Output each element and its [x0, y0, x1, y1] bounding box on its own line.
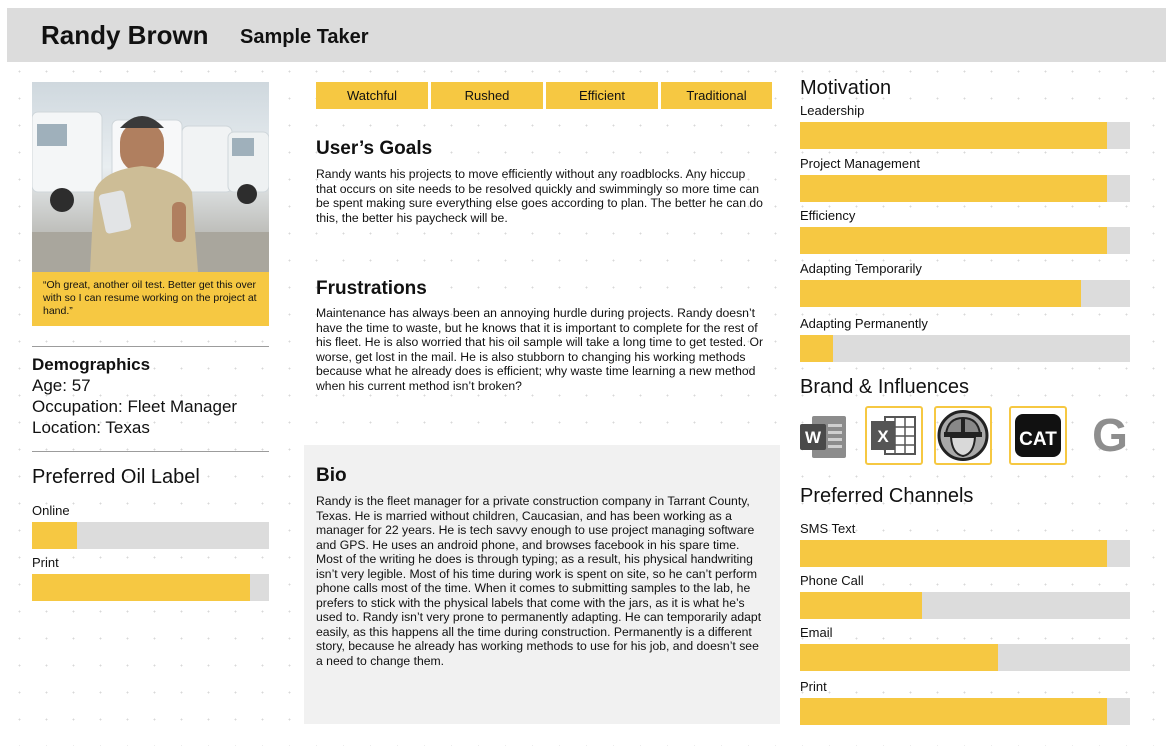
oil-label-online-bar — [32, 522, 269, 549]
bar-fill — [800, 644, 998, 671]
channels-title: Preferred Channels — [800, 485, 974, 507]
goals-title: User’s Goals — [316, 138, 433, 159]
persona-quote: “Oh great, another oil test. Better get this over with so I can resume working on the project at hand.” — [32, 272, 269, 326]
bar-fill — [800, 175, 1107, 202]
motivation-efficiency-label: Efficiency — [800, 208, 856, 223]
motivation-project-management-label: Project Management — [800, 156, 920, 171]
channel-phone-bar — [800, 592, 1130, 619]
oil-label-online-label: Online — [32, 503, 70, 518]
cat-logo — [1009, 406, 1067, 465]
channel-print-label: Print — [800, 679, 827, 694]
bar-fill — [800, 592, 922, 619]
channel-phone-label: Phone Call — [800, 573, 864, 588]
svg-text:W: W — [804, 428, 822, 447]
persona-photo — [32, 82, 269, 272]
motivation-adapting-temporarily-bar — [800, 280, 1130, 307]
persona-role: Sample Taker — [240, 26, 369, 48]
oil-label-print-label: Print — [32, 555, 59, 570]
frustrations-title: Frustrations — [316, 278, 427, 299]
svg-text:G: G — [1092, 409, 1128, 461]
svg-text:X: X — [877, 427, 889, 446]
demographics-occupation: Occupation: Fleet Manager — [32, 397, 238, 416]
hardhat-worker-icon — [934, 406, 992, 465]
oil-label-title: Preferred Oil Label — [32, 466, 200, 488]
motivation-project-management-bar — [800, 175, 1130, 202]
bar-fill — [800, 280, 1081, 307]
channel-sms-label: SMS Text — [800, 521, 856, 536]
channel-email-bar — [800, 644, 1130, 671]
motivation-adapting-temporarily-label: Adapting Temporarily — [800, 261, 922, 276]
channel-sms-bar — [800, 540, 1130, 567]
motivation-efficiency-bar — [800, 227, 1130, 254]
oil-label-print-bar — [32, 574, 269, 601]
bar-fill — [800, 540, 1107, 567]
trait-tag: Watchful — [316, 82, 428, 109]
trait-tag: Rushed — [431, 82, 543, 109]
bio-title: Bio — [316, 465, 347, 486]
word-icon — [798, 406, 856, 465]
motivation-adapting-permanently-label: Adapting Permanently — [800, 316, 928, 331]
channel-print-bar — [800, 698, 1130, 725]
demographics-location: Location: Texas — [32, 418, 150, 437]
goals-text: Randy wants his projects to move efficiently without any roadblocks. Any hiccup that occurs on site needs to be resolved quickly and swimmingly so more time can be spent making sure everything else goes according to plan. The better he can do this, the better his paycheck will be. — [316, 167, 763, 225]
motivation-adapting-permanently-bar — [800, 335, 1130, 362]
bar-fill — [32, 574, 250, 601]
divider — [32, 451, 269, 452]
trait-tag: Traditional — [661, 82, 772, 109]
brands-title: Brand & Influences — [800, 376, 969, 398]
bar-fill — [800, 335, 833, 362]
trait-tag: Efficient — [546, 82, 658, 109]
excel-icon — [865, 406, 923, 465]
frustrations-text: Maintenance has always been an annoying hurdle during projects. Randy doesn’t have the time to waste, but he knows that it is important to complete for the rest of his fleet. He is also worried that his oil sample will take a long time to get tested. Or worse, get lost in the mail. He is also stubborn to changing his working methods because what he already does is efficient; why waste time learning a new method when his current method isn’t broken? — [316, 306, 764, 393]
motivation-leadership-bar — [800, 122, 1130, 149]
bar-fill — [32, 522, 77, 549]
google-icon — [1081, 406, 1139, 465]
motivation-title: Motivation — [800, 77, 892, 99]
bio-text: Randy is the fleet manager for a private construction company in Tarrant County, Texas. He is married without children, Caucasian, and has been working as a manager for 22 years. He is tech savvy enough to use project managing software and GPS. He uses an android phone, and browses facebook in his spare time. Most of the writing he does is through typing; as a result, his physical handwriting isn’t very legible. Most of his time during work is spent on site, so he can’t perform phone calls most of the time. When it comes to submitting samples to the lab, he prefers to stick with the physical labels that come with the jars, as it is what he’s used to. Randy isn’t very prone to permanently adapting. He can temporarily adapt easily, as this happens all the time during construction. Permanently is a different story, because he already has working methods to use for his job, and doesn’t see a need to change them. — [316, 494, 762, 668]
demographics-title: Demographics — [32, 355, 151, 374]
bar-fill — [800, 227, 1107, 254]
demographics-age: Age: 57 — [32, 376, 91, 395]
divider — [32, 346, 269, 347]
persona-name: Randy Brown — [41, 20, 209, 50]
svg-text:CAT: CAT — [1019, 429, 1057, 450]
bar-fill — [800, 698, 1107, 725]
bar-fill — [800, 122, 1107, 149]
channel-email-label: Email — [800, 625, 833, 640]
motivation-leadership-label: Leadership — [800, 103, 865, 118]
